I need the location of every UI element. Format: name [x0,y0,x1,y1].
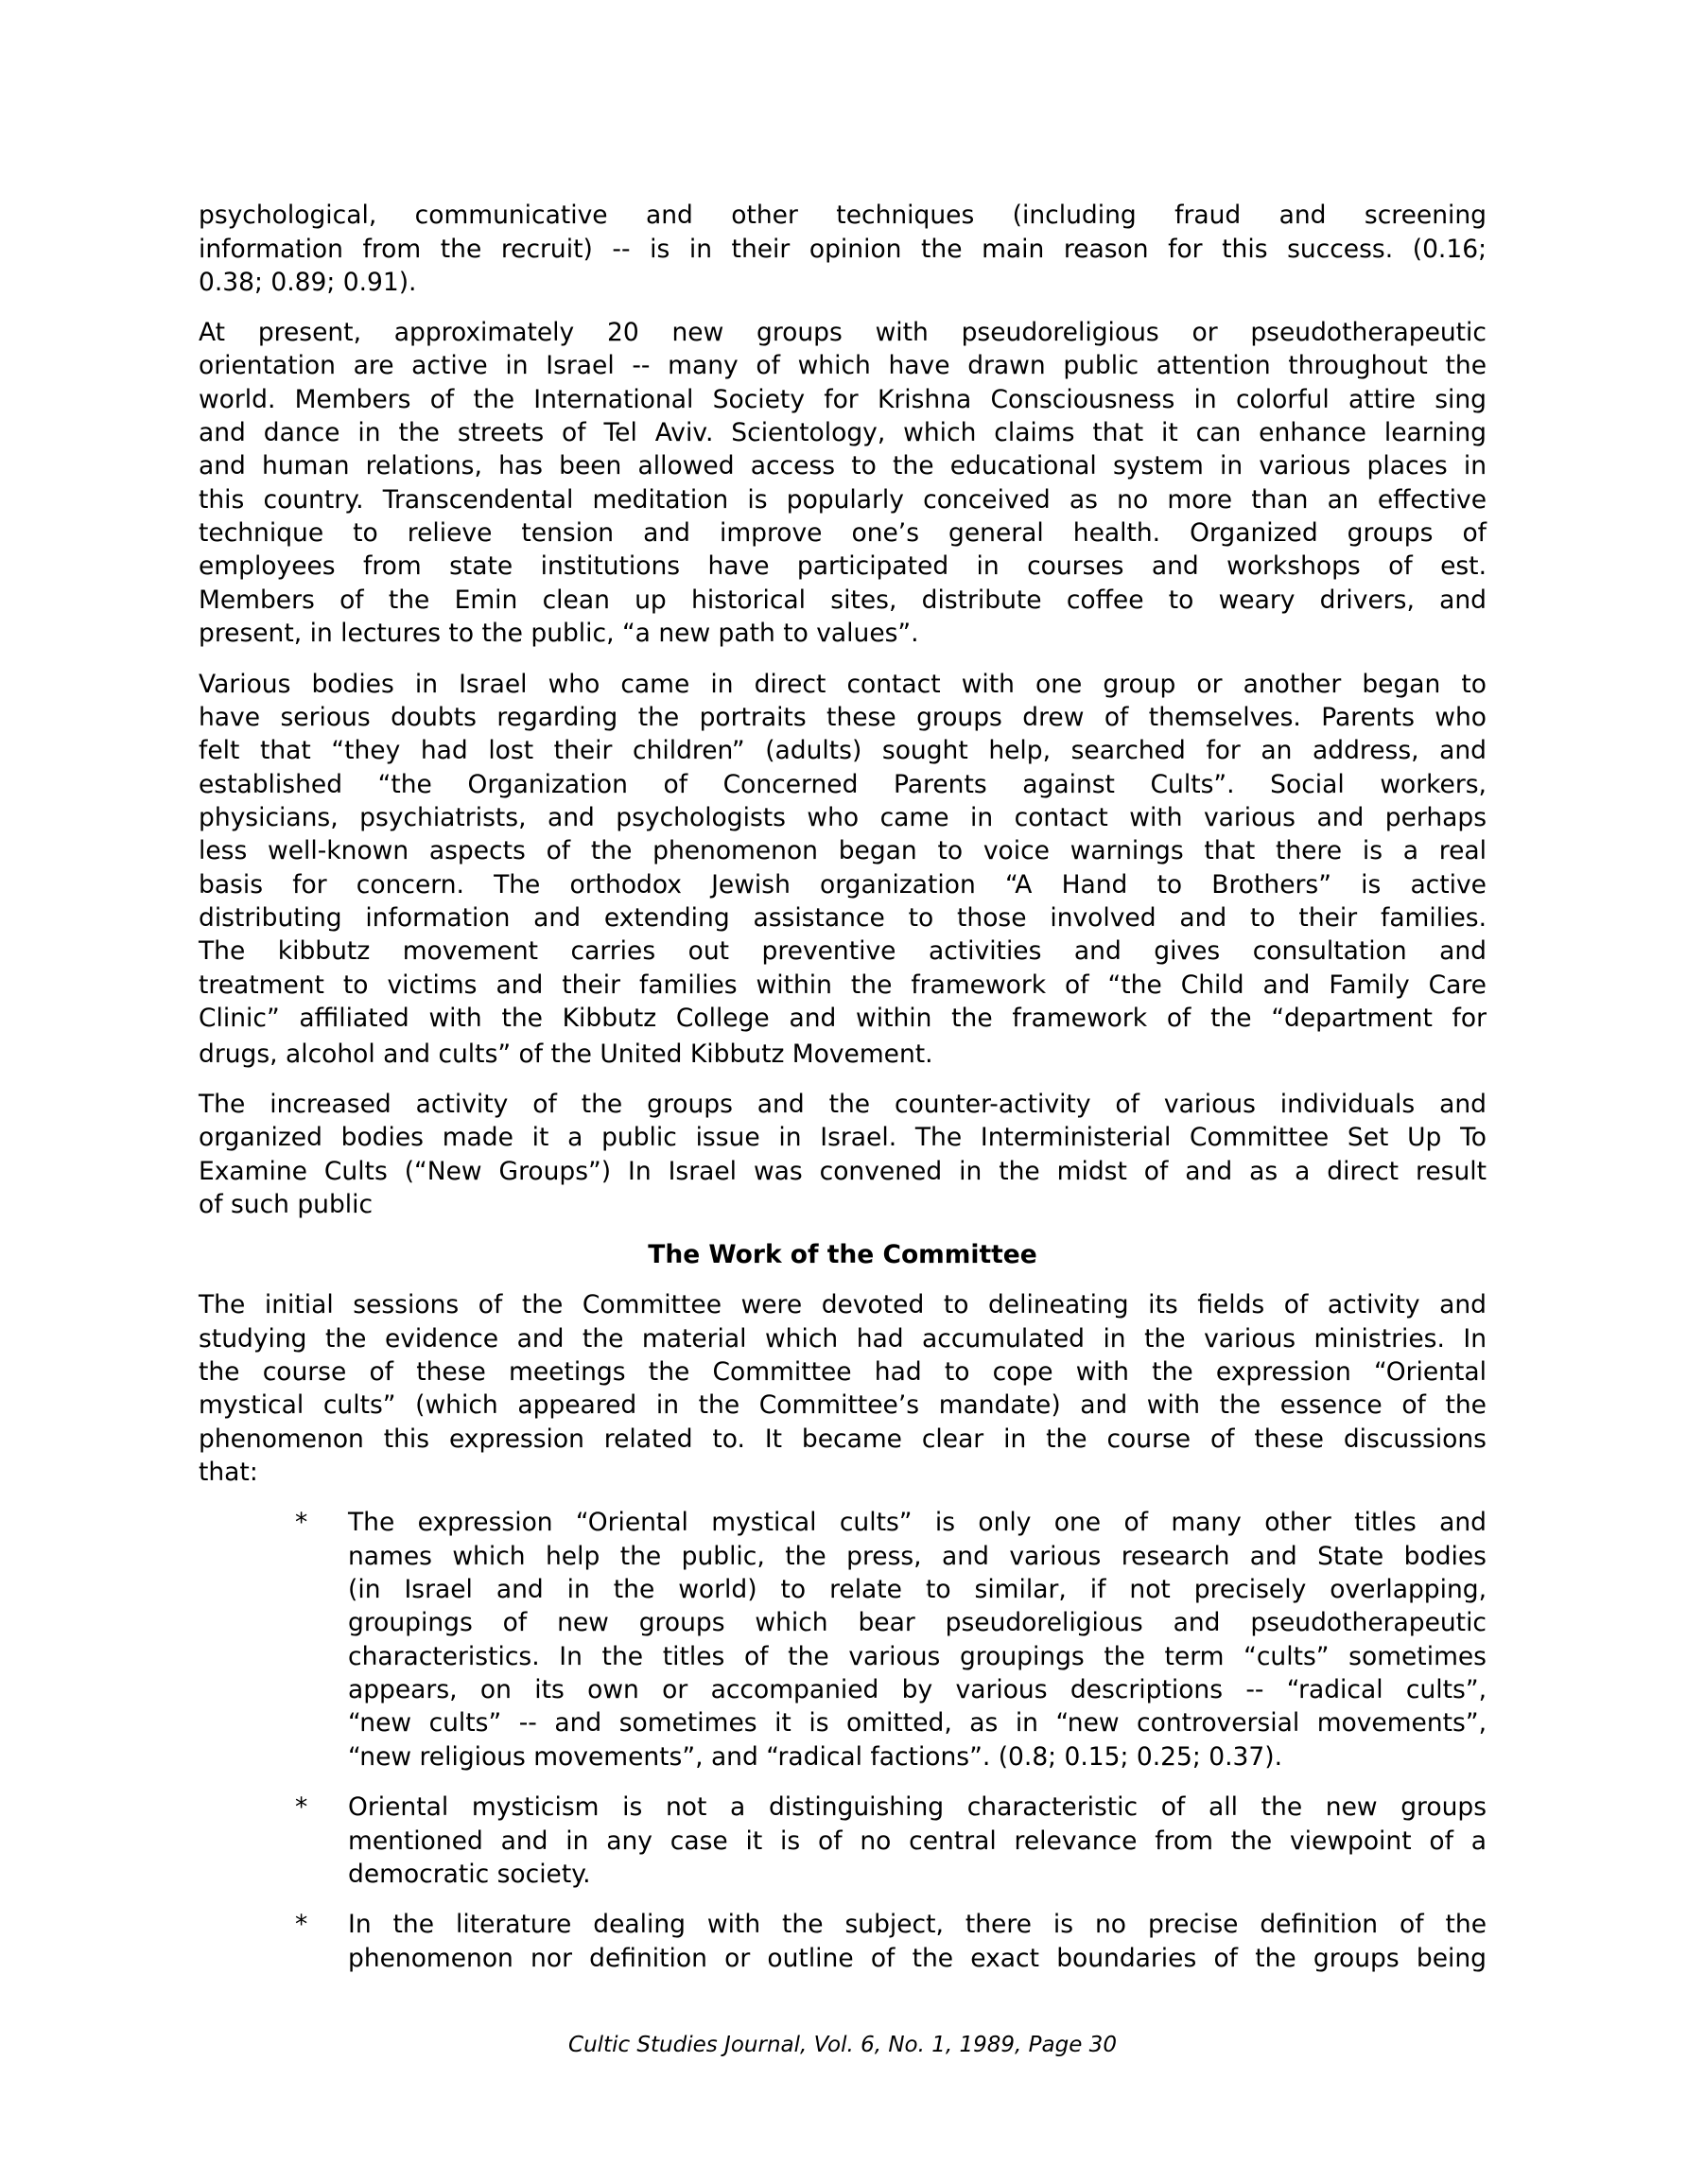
asterisk-bullet-icon: * [295,1792,308,1822]
text-line: organized bodies made it a public issue in Israel. The Interministerial Committee Set Up To [199,1123,1487,1152]
text-line: Clinic” affiliated with the Kibbutz College and within the framework of the “department for [199,1004,1487,1033]
text-line: technique to relieve tension and improve one’s general health. Organized groups of [199,518,1487,548]
text-line: and human relations, has been allowed access to the educational system in various places in [199,451,1487,480]
text-line: democratic society. [348,1860,591,1889]
text-line: “new religious movements”, and “radical factions”. (0.8; 0.15; 0.25; 0.37). [348,1742,1283,1772]
text-line: treatment to victims and their families within the framework of “the Child and Family Care [199,970,1487,1000]
text-line: mentioned and in any case it is of no central relevance from the viewpoint of a [348,1826,1487,1856]
text-line: names which help the public, the press, and various research and State bodies [348,1542,1487,1571]
text-line: studying the evidence and the material which had accumulated in the various ministries. In [199,1324,1487,1354]
text-line: less well-known aspects of the phenomenon began to voice warnings that there is a real [199,836,1487,865]
text-line: physicians, psychiatrists, and psychologists who came in contact with various and perhaps [199,803,1487,832]
text-line: employees from state institutions have participated in courses and workshops of est. [199,551,1487,581]
text-line: established “the Organization of Concerned Parents against Cults”. Social workers, [199,770,1487,799]
text-line: phenomenon this expression related to. It became clear in the course of these discussions [199,1424,1487,1454]
text-line: orientation are active in Israel -- many of which have drawn public attention throughout the [199,351,1487,380]
text-line: the course of these meetings the Committee had to cope with the expression “Oriental [199,1357,1487,1387]
asterisk-bullet-icon: * [295,1508,308,1537]
text-line: have serious doubts regarding the portraits these groups drew of themselves. Parents who [199,703,1487,732]
text-line: The expression “Oriental mystical cults” is only one of many other titles and [348,1508,1487,1537]
text-line: present, in lectures to the public, “a new path to values”. [199,619,919,648]
text-line: Examine Cults (“New Groups”) In Israel was convened in the midst of and as a direct result [199,1157,1487,1186]
text-line: The increased activity of the groups and the counter-activity of various individuals and [199,1090,1487,1119]
page-footer: Cultic Studies Journal, Vol. 6, No. 1, 1989, Page 30 [568,2033,1117,2057]
text-line: world. Members of the International Society for Krishna Consciousness in colorful attire sing [199,385,1487,414]
text-line: appears, on its own or accompanied by various descriptions -- “radical cults”, [348,1675,1487,1704]
text-line: psychological, communicative and other techniques (including fraud and screening [199,201,1487,230]
text-line: 0.38; 0.89; 0.91). [199,268,417,297]
text-line: of such public [199,1190,374,1219]
text-line: basis for concern. The orthodox Jewish organization “A Hand to Brothers” is active [199,870,1487,900]
text-line: Oriental mysticism is not a distinguishing characteristic of all the new groups [348,1792,1487,1822]
text-line: groupings of new groups which bear pseudoreligious and pseudotherapeutic [348,1608,1487,1637]
text-line: Members of the Emin clean up historical sites, distribute coffee to weary drivers, and [199,585,1487,615]
text-line: The kibbutz movement carries out preventive activities and gives consultation and [199,936,1487,966]
text-line: (in Israel and in the world) to relate to similar, if not precisely overlapping, [348,1575,1487,1604]
text-line: drugs, alcohol and cults” of the United Kibbutz Movement. [199,1040,933,1069]
text-line: that: [199,1458,258,1487]
text-line: felt that “they had lost their children” (adults) sought help, searched for an address, and [199,736,1487,765]
section-heading: The Work of the Committee [648,1240,1037,1269]
text-line: distributing information and extending assistance to those involved and to their families. [199,903,1487,933]
asterisk-bullet-icon: * [295,1910,308,1939]
text-line: mystical cults” (which appeared in the Committee’s mandate) and with the essence of the [199,1390,1487,1420]
text-line: characteristics. In the titles of the various groupings the term “cults” sometimes [348,1642,1487,1671]
text-line: Various bodies in Israel who came in direct contact with one group or another began to [199,670,1487,699]
text-line: and dance in the streets of Tel Aviv. Scientology, which claims that it can enhance learning [199,418,1487,447]
text-line: information from the recruit) -- is in their opinion the main reason for this success. (0.16; [199,235,1487,264]
text-line: this country. Transcendental meditation is popularly conceived as no more than an effective [199,485,1487,515]
text-line: In the literature dealing with the subject, there is no precise definition of the [348,1910,1487,1939]
text-line: At present, approximately 20 new groups with pseudoreligious or pseudotherapeutic [199,318,1487,347]
text-line: phenomenon nor definition or outline of the exact boundaries of the groups being [348,1944,1487,1973]
text-line: “new cults” -- and sometimes it is omitted, as in “new controversial movements”, [348,1708,1487,1738]
text-line: The initial sessions of the Committee were devoted to delineating its fields of activity and [199,1290,1487,1319]
